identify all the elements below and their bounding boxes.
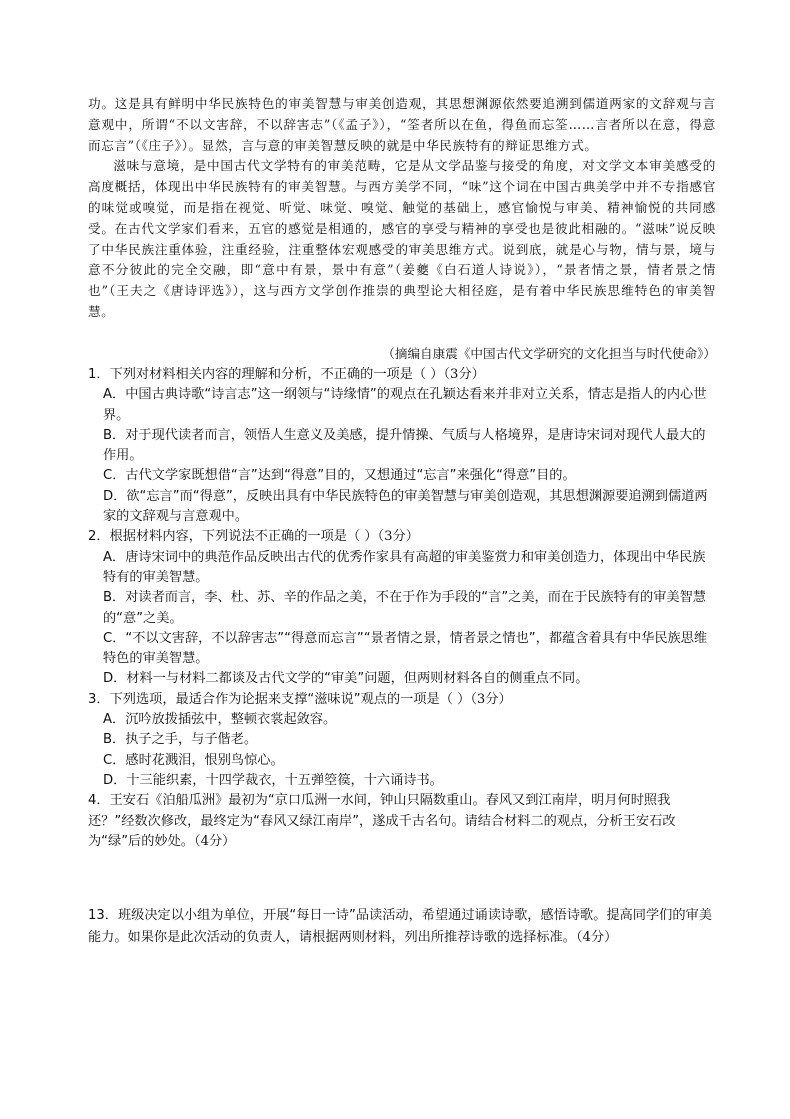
- question-option-b: B．对于现代读者而言，领悟人生意义及美感，提升情操、气质与人格境界，是唐诗宋词对现代人最大的作用。: [103, 427, 706, 464]
- question-score: （3分）: [470, 691, 512, 707]
- question-option-c: C．感时花溅泪，恨别鸟惊心。: [103, 752, 284, 768]
- question-option-d: D．十三能织素，十四学裁衣，十五弹箜篌，十六诵诗书。: [103, 772, 443, 788]
- question-score: （4分）: [575, 930, 618, 945]
- question-stem: 2．根据材料内容，下列说法不正确的一项是（ ）（3分）: [88, 529, 419, 545]
- question-option-d: D．材料一与材料二都谈及古代文学的“审美”问题，但两则材料各自的侧重点不同。: [103, 671, 589, 687]
- passage-source: （摘编自康震《中国古代文学研究的文化担当与时代使命》）: [382, 346, 716, 361]
- question-2: [88, 527, 714, 689]
- question-option-c: C．“不以文害辞，不以辞害志”“得意而忘言”“景者情之景，情者景之情也”，都蕴含着具有中华民族思维特色的审美智慧。: [103, 630, 708, 667]
- question-1: [88, 365, 714, 527]
- question-stem: 13．班级决定以小组为单位，开展“每日一诗”品读活动，希望通过诵读诗歌，感悟诗歌。提高同学们的审美能力。如果你是此次活动的负责人，请根据两则材料，列出所推荐诗歌的选择标准。: [88, 908, 712, 945]
- question-stem: 3．下列选项，最适合作为论据来支撑“滋味说”观点的一项是（ ）（3分）: [88, 691, 512, 707]
- reading-passage: [88, 94, 716, 323]
- question-13: [88, 905, 716, 949]
- question-stem: 4．王安石《泊船瓜洲》最初为“京口瓜洲一水间，钟山只隔数重山。春风又到江南岸，明月何时照我还？”经数次修改，最终定为“春风又绿江南岸”，遂成千古名句。请结合材料二的观点，分析王安石改为“绿”后的妙处。（4分）: [88, 793, 676, 849]
- question-4: [88, 791, 714, 852]
- question-option-d: D．欲“忘言”而“得意”，反映出具有中华民族特色的审美智慧与审美创造观，其思想渊源要追溯到儒道两家的文辞观与言意观中。: [103, 488, 708, 525]
- question-option-b: B．执子之手，与子偕老。: [103, 732, 258, 748]
- question-option-a: A．唐诗宋词中的典范作品反映出古代的优秀作家具有高超的审美鉴赏力和审美创造力，体现出中华民族特有的审美智慧。: [103, 549, 706, 585]
- question-3: [88, 690, 714, 791]
- question-option-a: A．中国古典诗歌“诗言志”这一纲领与“诗缘情”的观点在孔颖达看来并非对立关系，情志是指人的内心世界。: [103, 387, 707, 423]
- question-option-b: B．对读者而言，李、杜、苏、辛的作品之美，不在于作为手段的“言”之美，而在于民族特有的审美智慧的“意”之美。: [103, 590, 706, 626]
- question-list: [88, 365, 714, 852]
- question-score: （4分）: [193, 833, 236, 849]
- passage-paragraph-2: 滋味与意境，是中国古代文学特有的审美范畴，它是从文学品鉴与接受的角度，对文学文本审美感受的高度概括，体现出中华民族特有的审美智慧。与西方美学不同，“味”这个词在中国古典美学中并不专指感官的味觉或嗅觉，而是指在视觉、听觉、味觉、嗅觉、触觉的基础上，感官愉悦与审美、精神愉悦的共同感受。在古代文学家们看来，五官的感觉是相通的，感官的享受与精神的享受也是彼此相融的。“滋味”说反映了中华民族注重体验，注重经验，注重整体宏观感受的审美思维方式。说到底，就是心与物，情与景，境与意不分彼此的完全交融，即“意中有景，景中有意”（姜夔《白石道人诗说》），“景者情之景，情者景之情也”（王夫之《唐诗评选》），这与西方文学创作推崇的典型论大相径庭，是有着中华民族思维特色的审美智慧。: [88, 158, 716, 319]
- question-option-a: A．沉吟放拨插弦中，整顿衣裳起敛容。: [103, 712, 337, 728]
- passage-paragraph-1: 功。这是具有鲜明中华民族特色的审美智慧与审美创造观，其思想渊源依然要追溯到儒道两家的文辞观与言意观中，所谓“不以文害辞，不以辞害志”（《孟子》），“筌者所以在鱼，得鱼而忘筌……言者所以在意，得意而忘言”（《庄子》）。显然，言与意的审美智慧反映的就是中华民族特有的辩证思维方式。: [88, 96, 716, 153]
- question-option-c: C．古代文学家既想借“言”达到“得意”目的，又想通过“忘言”来强化“得意”目的。: [103, 468, 576, 484]
- question-stem: 1．下列对材料相关内容的理解和分析，不正确的一项是（ ）（3分）: [88, 367, 485, 382]
- question-score: （3分）: [443, 367, 485, 382]
- question-score: （3分）: [377, 529, 419, 545]
